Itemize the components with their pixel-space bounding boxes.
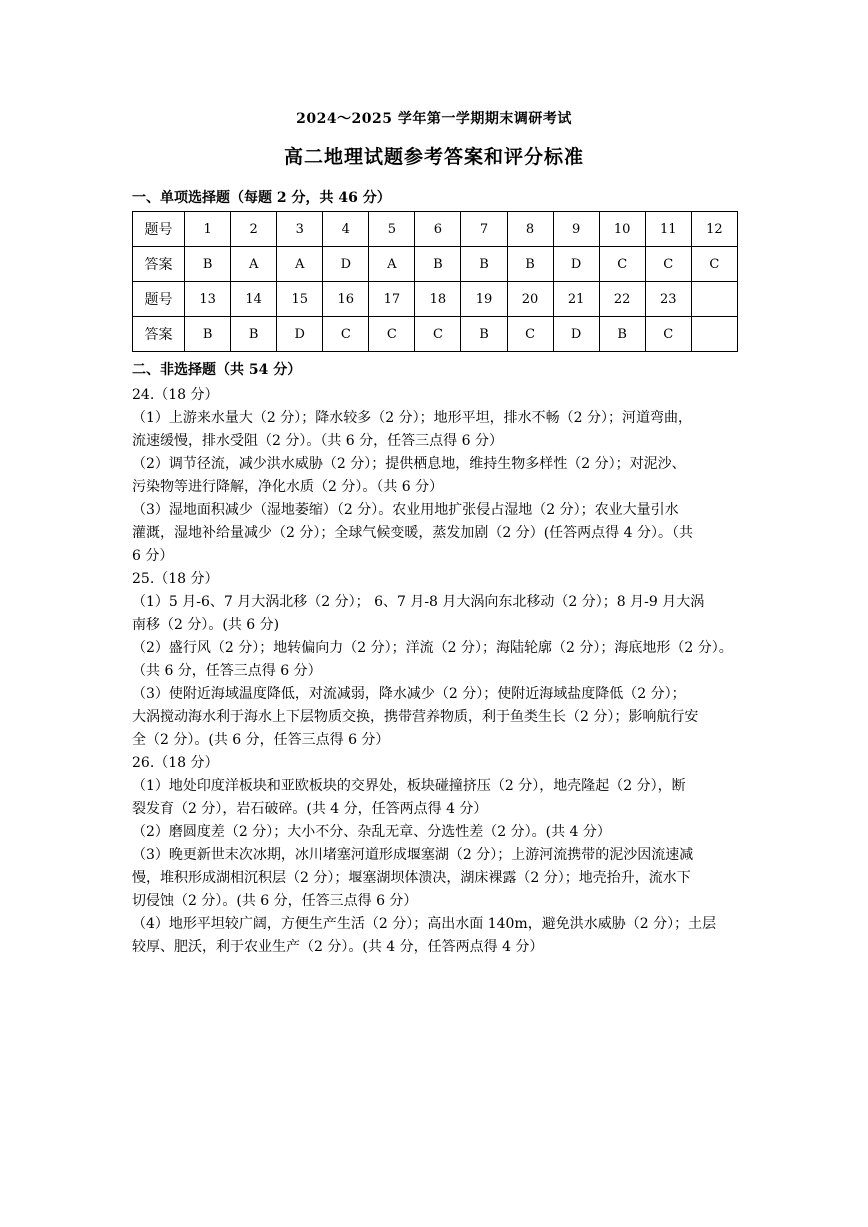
answer-cell: D bbox=[323, 247, 369, 282]
question-header: 24.（18 分） bbox=[132, 387, 219, 403]
answer-cell: C bbox=[645, 247, 691, 282]
answer-line: 6 分） bbox=[132, 548, 174, 564]
question-number: 13 bbox=[185, 282, 231, 317]
answer-line: （2）调节径流，减少洪水威胁（2 分）；提供栖息地，维持生物多样性（2 分）；对泥沙、 bbox=[132, 456, 686, 472]
answer-cell: D bbox=[277, 317, 323, 352]
table-row-numbers-2 bbox=[133, 282, 738, 317]
table-label-answer: 答案 bbox=[133, 317, 185, 352]
question-number: 22 bbox=[599, 282, 645, 317]
question-number: 21 bbox=[553, 282, 599, 317]
question-number: 16 bbox=[323, 282, 369, 317]
question-number: 3 bbox=[277, 212, 323, 247]
answer-cell: C bbox=[507, 317, 553, 352]
answer-line: （3）湿地面积减少（湿地萎缩）（2 分）。农业用地扩张侵占湿地（2 分）；农业大量引水 bbox=[132, 502, 679, 518]
answer-cell: B bbox=[507, 247, 553, 282]
answer-line: 裂发育（2 分），岩石破碎。(共 4 分，任答两点得 4 分） bbox=[132, 801, 488, 817]
answer-cell: D bbox=[553, 247, 599, 282]
answer-cell: B bbox=[185, 247, 231, 282]
answer-line: 切侵蚀（2 分）。(共 6 分，任答三点得 6 分） bbox=[132, 893, 418, 909]
table-row-answers-1 bbox=[133, 247, 738, 282]
answer-line: （1）地处印度洋板块和亚欧板块的交界处，板块碰撞挤压（2 分），地壳隆起（2 分），断 bbox=[132, 778, 686, 794]
answer-cell: C bbox=[645, 317, 691, 352]
table-row-answers-2 bbox=[133, 317, 738, 352]
question-number: 4 bbox=[323, 212, 369, 247]
question-number: 9 bbox=[553, 212, 599, 247]
question-number: 5 bbox=[369, 212, 415, 247]
question-number: 8 bbox=[507, 212, 553, 247]
table-label-number: 题号 bbox=[133, 282, 185, 317]
page-title: 高二地理试题参考答案和评分标准 bbox=[283, 146, 584, 168]
answer-body bbox=[132, 384, 740, 959]
answer-cell: B bbox=[415, 247, 461, 282]
table-label-answer: 答案 bbox=[133, 247, 185, 282]
answer-line: 污染物等进行降解，净化水质（2 分）。（共 6 分） bbox=[132, 479, 444, 495]
answer-table bbox=[132, 211, 738, 352]
question-number: 20 bbox=[507, 282, 553, 317]
question-number: 11 bbox=[645, 212, 691, 247]
answer-line: 大涡搅动海水利于海水上下层物质交换，携带营养物质，利于鱼类生长（2 分）；影响航行安 bbox=[132, 709, 699, 725]
question-number: 14 bbox=[231, 282, 277, 317]
answer-line: （4）地形平坦较广阔，方便生产生活（2 分）；高出水面 140m，避免洪水威胁（2 分）；土层 bbox=[132, 916, 717, 932]
answer-line: 南移（2 分）。(共 6 分) bbox=[132, 617, 280, 633]
table-label-number: 题号 bbox=[133, 212, 185, 247]
empty-cell bbox=[691, 282, 737, 317]
answer-cell: A bbox=[231, 247, 277, 282]
answer-cell: C bbox=[415, 317, 461, 352]
question-number: 7 bbox=[461, 212, 507, 247]
answer-cell: A bbox=[369, 247, 415, 282]
answer-cell: C bbox=[599, 247, 645, 282]
question-number: 1 bbox=[185, 212, 231, 247]
answer-line: （1）上游来水量大（2 分）；降水较多（2 分）；地形平坦，排水不畅（2 分）；河道弯曲， bbox=[132, 410, 692, 426]
question-header: 26.（18 分） bbox=[132, 755, 219, 771]
question-number: 12 bbox=[691, 212, 737, 247]
answer-cell: C bbox=[369, 317, 415, 352]
question-number: 18 bbox=[415, 282, 461, 317]
exam-subtitle: 2024～2025 学年第一学期期末调研考试 bbox=[296, 111, 572, 127]
question-number: 2 bbox=[231, 212, 277, 247]
question-number: 19 bbox=[461, 282, 507, 317]
answer-cell: B bbox=[461, 247, 507, 282]
answer-line: 灌溉，湿地补给量减少（2 分）；全球气候变暖，蒸发加剧（2 分）(任答两点得 4 分）。（共 bbox=[132, 525, 693, 541]
answer-line: 较厚、肥沃，利于农业生产（2 分）。(共 4 分，任答两点得 4 分） bbox=[132, 939, 544, 955]
answer-cell: B bbox=[461, 317, 507, 352]
answer-cell: B bbox=[185, 317, 231, 352]
empty-cell bbox=[691, 317, 737, 352]
answer-cell: C bbox=[691, 247, 737, 282]
answer-line: （共 6 分，任答三点得 6 分） bbox=[132, 663, 322, 679]
answer-line: （3）使附近海域温度降低，对流减弱，降水减少（2 分）；使附近海域盐度降低（2 分）； bbox=[132, 686, 686, 702]
table-row-numbers-1 bbox=[133, 212, 738, 247]
answer-line: 慢，堆积形成湖相沉积层（2 分）；堰塞湖坝体溃决，湖床裸露（2 分）；地壳抬升，流水下 bbox=[132, 870, 691, 886]
section2-heading: 二、非选择题（共 54 分） bbox=[132, 362, 302, 378]
answer-cell: B bbox=[231, 317, 277, 352]
answer-cell: D bbox=[553, 317, 599, 352]
question-number: 6 bbox=[415, 212, 461, 247]
answer-cell: A bbox=[277, 247, 323, 282]
answer-line: （2）盛行风（2 分）；地转偏向力（2 分）；洋流（2 分）；海陆轮廓（2 分）；海底地形（2 分）。 bbox=[132, 640, 733, 656]
answer-line: （3）晚更新世末次冰期，冰川堵塞河道形成堰塞湖（2 分）；上游河流携带的泥沙因流速减 bbox=[132, 847, 694, 863]
question-header: 25.（18 分） bbox=[132, 571, 219, 587]
question-number: 15 bbox=[277, 282, 323, 317]
question-number: 10 bbox=[599, 212, 645, 247]
answer-line: 全（2 分）。(共 6 分，任答三点得 6 分） bbox=[132, 732, 390, 748]
answer-line: （2）磨圆度差（2 分）；大小不分、杂乱无章、分选性差（2 分）。(共 4 分） bbox=[132, 824, 611, 840]
answer-cell: B bbox=[599, 317, 645, 352]
answer-cell: C bbox=[323, 317, 369, 352]
question-number: 23 bbox=[645, 282, 691, 317]
section1-heading: 一、单项选择题（每题 2 分，共 46 分） bbox=[132, 190, 391, 206]
answer-line: （1）5 月-6、7 月大涡北移（2 分）； 6、7 月-8 月大涡向东北移动（2 分）；8 月-9 月大涡 bbox=[132, 594, 705, 610]
answer-line: 流速缓慢，排水受阻（2 分）。（共 6 分，任答三点得 6 分） bbox=[132, 433, 503, 449]
question-number: 17 bbox=[369, 282, 415, 317]
